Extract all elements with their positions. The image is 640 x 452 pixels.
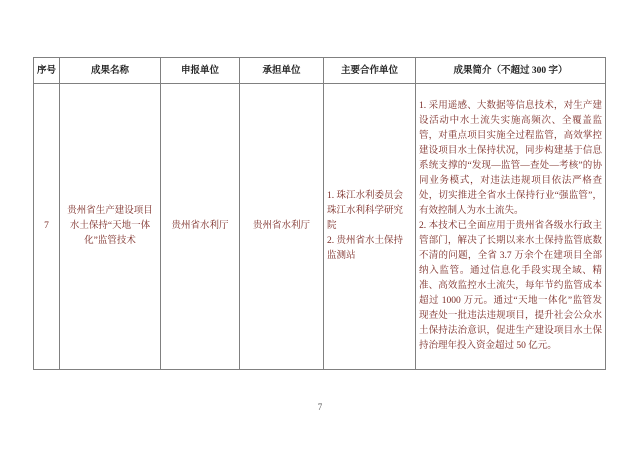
cell-partner-units: [324, 84, 416, 370]
cell-achievement-name: 贵州省生产建设项目水土保持“天地一体化”监管技术: [60, 84, 161, 370]
results-table: [33, 57, 606, 370]
table-row: [34, 84, 606, 370]
summary-paragraph: 1. 采用遥感、大数据等信息技术，对生产建设活动中水土流失实施高频次、全覆盖监管，对重点项目实施全过程监管，高效掌控建设项目水土保持状况，同步构建基于信息系统支撑的“发现—监管—查处—考核”的协同业务模式，对违法违规项目依法严格查处，切实推进全省水土保持行业“强监管”，有效控制人为水土流失。: [419, 101, 602, 216]
col-header-undertaker: 承担单位: [240, 58, 324, 84]
cell-applicant-unit: 贵州省水利厅: [161, 84, 240, 370]
col-header-index: 序号: [34, 58, 60, 84]
cell-summary: [416, 84, 606, 370]
page-number: 7: [317, 402, 323, 412]
summary-paragraph: 2. 本技术已全面应用于贵州省各级水行政主管部门，解决了长期以来水土保持监管底数不清的问题，全省 3.7 万余个在建项目全部纳入监管。通过信息化手段实现全域、精准、高效监控水土流失，每年节约监管成本超过 1000 万元。通过“天地一体化”监管发现查处一批违法违规项目，提升社会公众水土保持法治意识，促进生产建设项目水土保持治理年投入资金超过 50 亿元。: [419, 221, 602, 351]
cell-undertaker-unit: 贵州省水利厅: [240, 84, 324, 370]
partner-item: 1. 珠江水利委员会珠江水利科学研究院: [327, 191, 404, 231]
cell-index: 7: [34, 84, 60, 370]
partner-item: 2. 贵州省水土保持监测站: [327, 236, 404, 261]
col-header-partners: 主要合作单位: [324, 58, 416, 84]
header-row: [34, 58, 606, 84]
col-header-applicant: 申报单位: [161, 58, 240, 84]
col-header-summary: 成果简介（不超过 300 字）: [416, 58, 606, 84]
col-header-name: 成果名称: [60, 58, 161, 84]
